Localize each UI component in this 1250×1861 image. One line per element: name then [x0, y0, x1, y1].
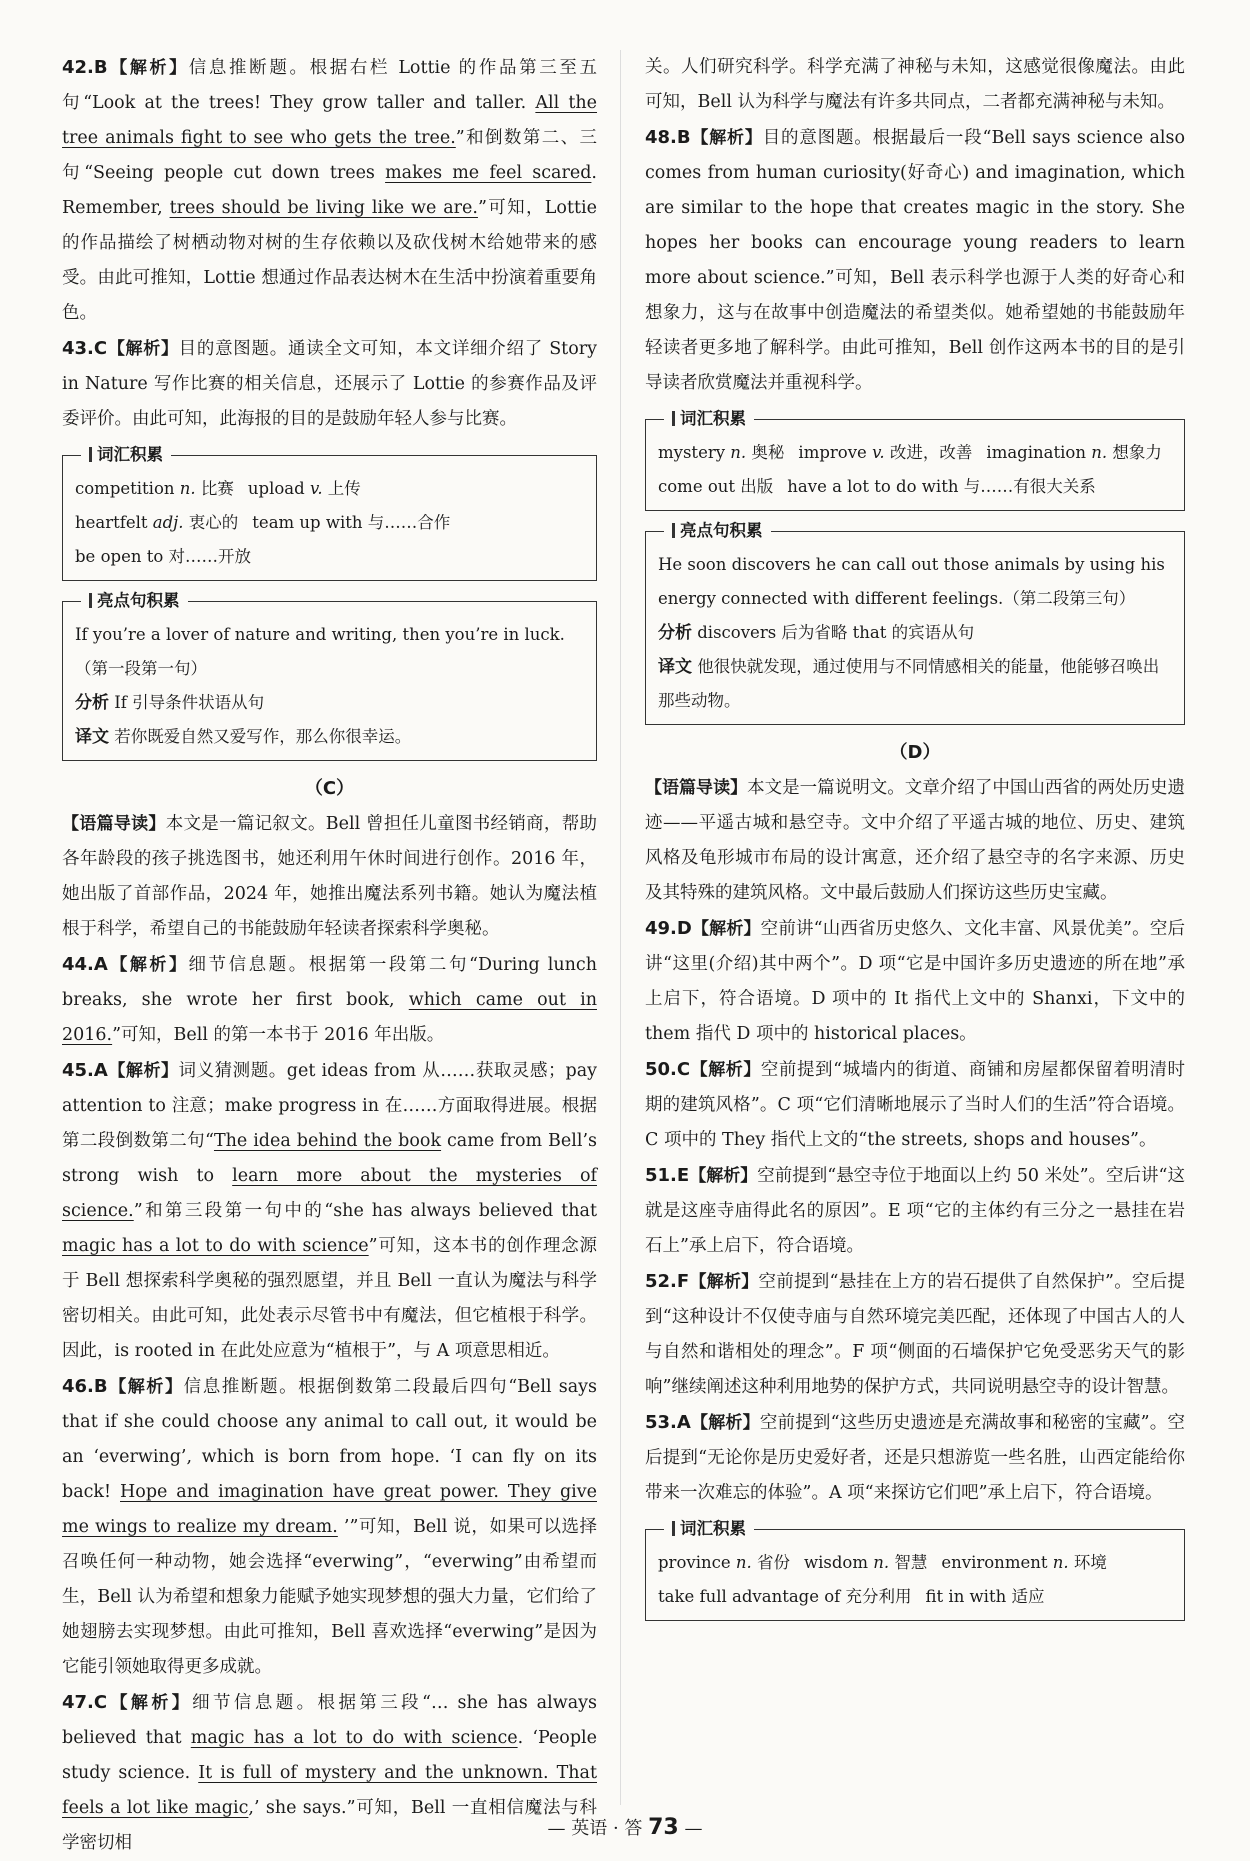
analysis-tag: 【解析】 [107, 1693, 193, 1713]
vocab-word: heartfelt [75, 513, 153, 532]
question-number: 42.B [62, 57, 108, 78]
answer-53 [645, 1405, 1185, 1511]
underlined-quote: magic has a lot to do with science [190, 1728, 518, 1748]
left-column [62, 50, 597, 1861]
footer-suffix: — [678, 1818, 703, 1839]
vocab-word: mystery [658, 443, 731, 462]
analysis-tag: 【解析】 [691, 919, 761, 939]
guide-text: 本文是一篇记叙文。Bell 曾担任儿童图书经销商，帮助各年龄段的孩子挑选图书，她还利用午休时间进行创作。2016 年，她出版了首部作品，2024 年，她推出魔法系列书籍。她认为魔法植根于科学，希望自己的书能鼓励年轻读者探索科学奥秘。 [62, 814, 597, 939]
analysis-tag: 【解析】 [689, 1166, 758, 1186]
right-column [645, 50, 1185, 1629]
question-number: 46.B [62, 1376, 108, 1397]
answer-51 [645, 1158, 1185, 1264]
vocab-word: fit in with 适应 [925, 1587, 1045, 1606]
underlined-quote: Hope and imagination have great power. They give me wings to realize my dream. [62, 1482, 597, 1537]
part-of-speech: n. [1052, 1553, 1069, 1572]
vocab-line [75, 506, 584, 540]
vocab-word: environment [941, 1553, 1053, 1572]
part-of-speech: n. [730, 443, 747, 462]
vocab-line [658, 1546, 1172, 1580]
answer-45 [62, 1053, 597, 1369]
part-of-speech: n. [179, 479, 196, 498]
answer-text: 细节信息题。根据第三段“… she has always believed that [62, 1693, 597, 1748]
answer-text: . Remember, [62, 163, 597, 218]
analysis-tag: 【解析】 [107, 58, 189, 78]
vocab-meaning: 智慧 [889, 1553, 928, 1572]
question-number: 49.D [645, 918, 692, 939]
vocab-line [75, 472, 584, 506]
answer-text: . ‘People study science. [62, 1728, 597, 1783]
underlined-quote: makes me feel scared [385, 163, 592, 183]
sentence-box-title: 亮点句积累 [664, 519, 771, 543]
analysis-tag: 【解析】 [690, 1413, 760, 1433]
sentence-analysis [658, 616, 1172, 650]
vocab-line [658, 436, 1172, 470]
vocab-word: take full advantage of 充分利用 [658, 1587, 912, 1606]
analysis-tag: 【解析】 [689, 1272, 759, 1292]
answer-text: 目的意图题。根据最后一段“Bell says science also comes from human curiosity(好奇心) and imagination, which are similar to the hope that creates magic in the story. She hopes her books can encourage young readers to learn more about science.”可知，Bell 表示科学也源于人类的好奇心和想象力，这与在故事中创造魔法的希望类似。她希望她的书能鼓励年轻读者更多地了解科学。由此可推知，Bell 创作这两本书的目的是引导读者欣赏魔法并重视科学。 [645, 128, 1185, 393]
vocab-word: be open to 对……开放 [75, 547, 252, 566]
answer-48 [645, 120, 1185, 401]
part-of-speech: n. [873, 1553, 890, 1572]
section-title-c: （C） [304, 778, 355, 799]
underlined-quote: The idea behind the book [213, 1131, 442, 1151]
answer-text: 目的意图题。通读全文可知，本文详细介绍了 Story in Nature 写作比赛的相关信息，还展示了 Lottie 的参赛作品及评委评价。由此可知，此海报的目的是鼓励年轻人参与比赛。 [62, 339, 597, 429]
sentence-text: He soon discovers he can call out those animals by using his energy connected with different feelings.（第二段第三句） [658, 555, 1165, 608]
sentence-text: If you’re a lover of nature and writing, then you’re in luck.（第一段第一句） [75, 625, 565, 678]
answer-text: 词义猜测题。get ideas from 从……获取灵感；pay attention to 注意；make progress in 在……方面取得进展。根据第二段倒数第二句“ [62, 1061, 598, 1151]
vocab-word: province [658, 1553, 736, 1572]
answer-text: 空前提到“城墙内的街道、商铺和房屋都保留着明清时期的建筑风格”。C 项“它们清晰地展示了当时人们的生活”符合语境。C 项中的 They 指代上文的“the streets, shops and houses”。 [645, 1060, 1186, 1150]
reading-guide-d [645, 771, 1185, 911]
vocab-word: upload [247, 479, 310, 498]
vocab-word: team up with 与……合作 [252, 513, 451, 532]
vocab-word: wisdom [803, 1553, 874, 1572]
underlined-quote: All the tree animals fight to see who gets the tree. [62, 93, 598, 148]
vocab-meaning: 省份 [751, 1553, 790, 1572]
sentence-translation [75, 720, 584, 754]
question-number: 47.C [62, 1692, 108, 1713]
translation-text: 他很快就发现，通过使用与不同情感相关的能量，他能够召唤出那些动物。 [658, 657, 1160, 710]
vocab-box-title: 词汇积累 [664, 1517, 754, 1541]
vocab-meaning: 奥秘 [746, 443, 785, 462]
analysis-tag: 【解析】 [107, 1061, 179, 1081]
answer-text: 空前提到“悬挂在上方的岩石提供了自然保护”。空后提到“这种设计不仅使寺庙与自然环境完美匹配，还体现了中国古人的人与自然和谐相处的理念”。F 项“侧面的石墙保护它免受恶劣天气的影响”继续阐述这种利用地势的保护方式，共同说明悬空寺的设计智慧。 [645, 1272, 1185, 1397]
answer-47-continued: 关。人们研究科学。科学充满了神秘与未知，这感觉很像魔法。由此可知，Bell 认为科学与魔法有许多共同点，二者都充满神秘与未知。 [645, 57, 1185, 112]
question-number: 43.C [62, 338, 108, 359]
question-number: 53.A [645, 1412, 691, 1433]
guide-tag: 【语篇导读】 [645, 778, 748, 798]
answer-44 [62, 947, 597, 1053]
sentence-translation [658, 650, 1172, 718]
answer-text: 细节信息题。根据第一段第二句“During lunch breaks, she wrote her first book, [62, 955, 597, 1010]
vocab-word: come out 出版 [658, 477, 774, 496]
footer-label: — 英语 · 答 [547, 1818, 649, 1839]
answer-text: 空前讲“山西省历史悠久、文化丰富、风景优美”。空后讲“这里(介绍)其中两个”。D 项“它是中国许多历史遗迹的所在地”承上启下，符合语境。D 项中的 It 指代上文中的 Shanxi，下文中的 them 指代 D 项中的 historical places。 [645, 919, 1185, 1044]
analysis-tag: 【解析】 [107, 955, 189, 975]
answer-text: ”和第三段第一句中的“she has always believed that [133, 1201, 597, 1221]
vocab-box [62, 445, 597, 581]
analysis-text: discovers 后为省略 that 的宾语从句 [697, 623, 975, 642]
answer-text: ”可知，Bell 的第一本书于 2016 年出版。 [112, 1025, 445, 1045]
vocab-word: imagination [986, 443, 1092, 462]
vocab-box [645, 1519, 1185, 1621]
translation-label: 译文 [658, 657, 692, 677]
analysis-label: 分析 [75, 693, 109, 713]
vocab-meaning: 比赛 [195, 479, 234, 498]
guide-tag: 【语篇导读】 [62, 814, 166, 834]
sentence-box [645, 521, 1185, 725]
section-title-d: （D） [889, 742, 941, 763]
answer-text: ’”可知，Bell 说，如果可以选择召唤任何一种动物，她会选择“everwing”，“everwing”由希望而生，Bell 认为希望和想象力能赋予她实现梦想的强大力量，它们给了她翅膀去实现梦想。由此可推知，Bell 喜欢选择“everwing”是因为它能引领她取得更多成就。 [62, 1517, 597, 1677]
vocab-line [658, 470, 1172, 504]
underlined-quote: learn more about the mysteries of science. [62, 1166, 597, 1221]
vocab-line [658, 1580, 1172, 1614]
question-number: 50.C [645, 1059, 691, 1080]
vocab-word: competition [75, 479, 180, 498]
part-of-speech: v. [309, 479, 323, 498]
answer-text: 信息推断题。根据倒数第二段最后四句“Bell says that if she could choose any animal to call out, it would be an ‘everwing’, which is born from hope. ‘I can fly on its back! [62, 1377, 598, 1502]
page-number: 73 [648, 1815, 679, 1840]
vocab-box-title: 词汇积累 [81, 443, 171, 467]
question-number: 44.A [62, 954, 108, 975]
analysis-tag: 【解析】 [690, 1060, 761, 1080]
page-footer [0, 1814, 1250, 1840]
analysis-label: 分析 [658, 623, 692, 643]
analysis-tag: 【解析】 [107, 1377, 184, 1397]
vocab-meaning: 想象力 [1107, 443, 1162, 462]
analysis-tag: 【解析】 [107, 339, 179, 359]
answer-text: ”和倒数第二、三句“Seeing people cut down trees [62, 128, 597, 183]
analysis-tag: 【解析】 [690, 128, 763, 148]
sentence-analysis [75, 686, 584, 720]
answer-text: came from Bell’s strong wish to [62, 1131, 597, 1186]
translation-label: 译文 [75, 727, 109, 747]
answer-text: ,’ she says.”可知，Bell 一直相信魔法与科学密切相 [62, 1798, 598, 1853]
underlined-quote: trees should be living like we are. [169, 198, 478, 218]
underlined-quote: magic has a lot to do with science [62, 1236, 369, 1256]
vocab-word: improve [798, 443, 873, 462]
analysis-text: If 引导条件状语从句 [114, 693, 265, 712]
question-number: 48.B [645, 127, 691, 148]
sentence-box-title: 亮点句积累 [81, 589, 188, 613]
vocab-meaning: 改进，改善 [884, 443, 973, 462]
answer-49 [645, 911, 1185, 1052]
part-of-speech: v. [872, 443, 885, 462]
question-number: 52.F [645, 1271, 690, 1292]
underlined-quote: which came out in 2016. [62, 990, 597, 1045]
answer-text: ”可知，这本书的创作理念源于 Bell 想探索科学奥秘的强烈愿望，并且 Bell 一直认为魔法与科学密切相关。由此可知，此处表示尽管书中有魔法，但它植根于科学。因此，is rooted in 在此处应意为“植根于”，与 A 项意思相近。 [62, 1236, 597, 1361]
reading-guide-c [62, 807, 597, 947]
vocab-word: have a lot to do with 与……有很大关系 [787, 477, 1096, 496]
answer-46 [62, 1369, 597, 1685]
answer-43 [62, 331, 597, 437]
part-of-speech: adj. [152, 513, 184, 532]
answer-52 [645, 1264, 1185, 1405]
part-of-speech: n. [735, 1553, 752, 1572]
guide-text: 本文是一篇说明文。文章介绍了中国山西省的两处历史遗迹——平遥古城和悬空寺。文中介绍了平遥古城的地位、历史、建筑风格及龟形城市布局的设计寓意，还介绍了悬空寺的名字来源、历史及其特殊的建筑风格。文中最后鼓励人们探访这些历史宝藏。 [645, 778, 1186, 903]
sentence-box [62, 591, 597, 761]
answer-50 [645, 1052, 1185, 1158]
vocab-box-title: 词汇积累 [664, 407, 754, 431]
answer-text: ”可知，Lottie 的作品描绘了树栖动物对树的生存依赖以及砍伐树木给她带来的感受。由此可推知，Lottie 想通过作品表达树木在生活中扮演着重要角色。 [62, 198, 597, 323]
part-of-speech: n. [1091, 443, 1108, 462]
answer-text: 空前提到“这些历史遗迹是充满故事和秘密的宝藏”。空后提到“无论你是历史爱好者，还是只想游览一些名胜，山西定能给你带来一次难忘的体验”。A 项“来探访它们吧”承上启下，符合语境。 [645, 1413, 1185, 1503]
vocab-meaning: 衷心的 [183, 513, 239, 532]
column-divider [620, 50, 621, 1805]
vocab-line [75, 540, 584, 574]
translation-text: 若你既爱自然又爱写作，那么你很幸运。 [114, 727, 412, 746]
vocab-meaning: 环境 [1068, 1553, 1107, 1572]
underlined-quote: It is full of mystery and the unknown. That feels a lot like magic [62, 1763, 597, 1818]
answer-42 [62, 50, 597, 331]
vocab-box [645, 409, 1185, 511]
answer-text: 空前提到“悬空寺位于地面以上约 50 米处”。空后讲“这就是这座寺庙得此名的原因”。E 项“它的主体约有三分之一悬挂在岩石上”承上启下，符合语境。 [645, 1166, 1185, 1256]
question-number: 45.A [62, 1060, 108, 1081]
question-number: 51.E [645, 1165, 690, 1186]
answer-text: 信息推断题。根据右栏 Lottie 的作品第三至五句“Look at the trees! They grow taller and taller. [62, 58, 597, 113]
vocab-meaning: 上传 [322, 479, 361, 498]
